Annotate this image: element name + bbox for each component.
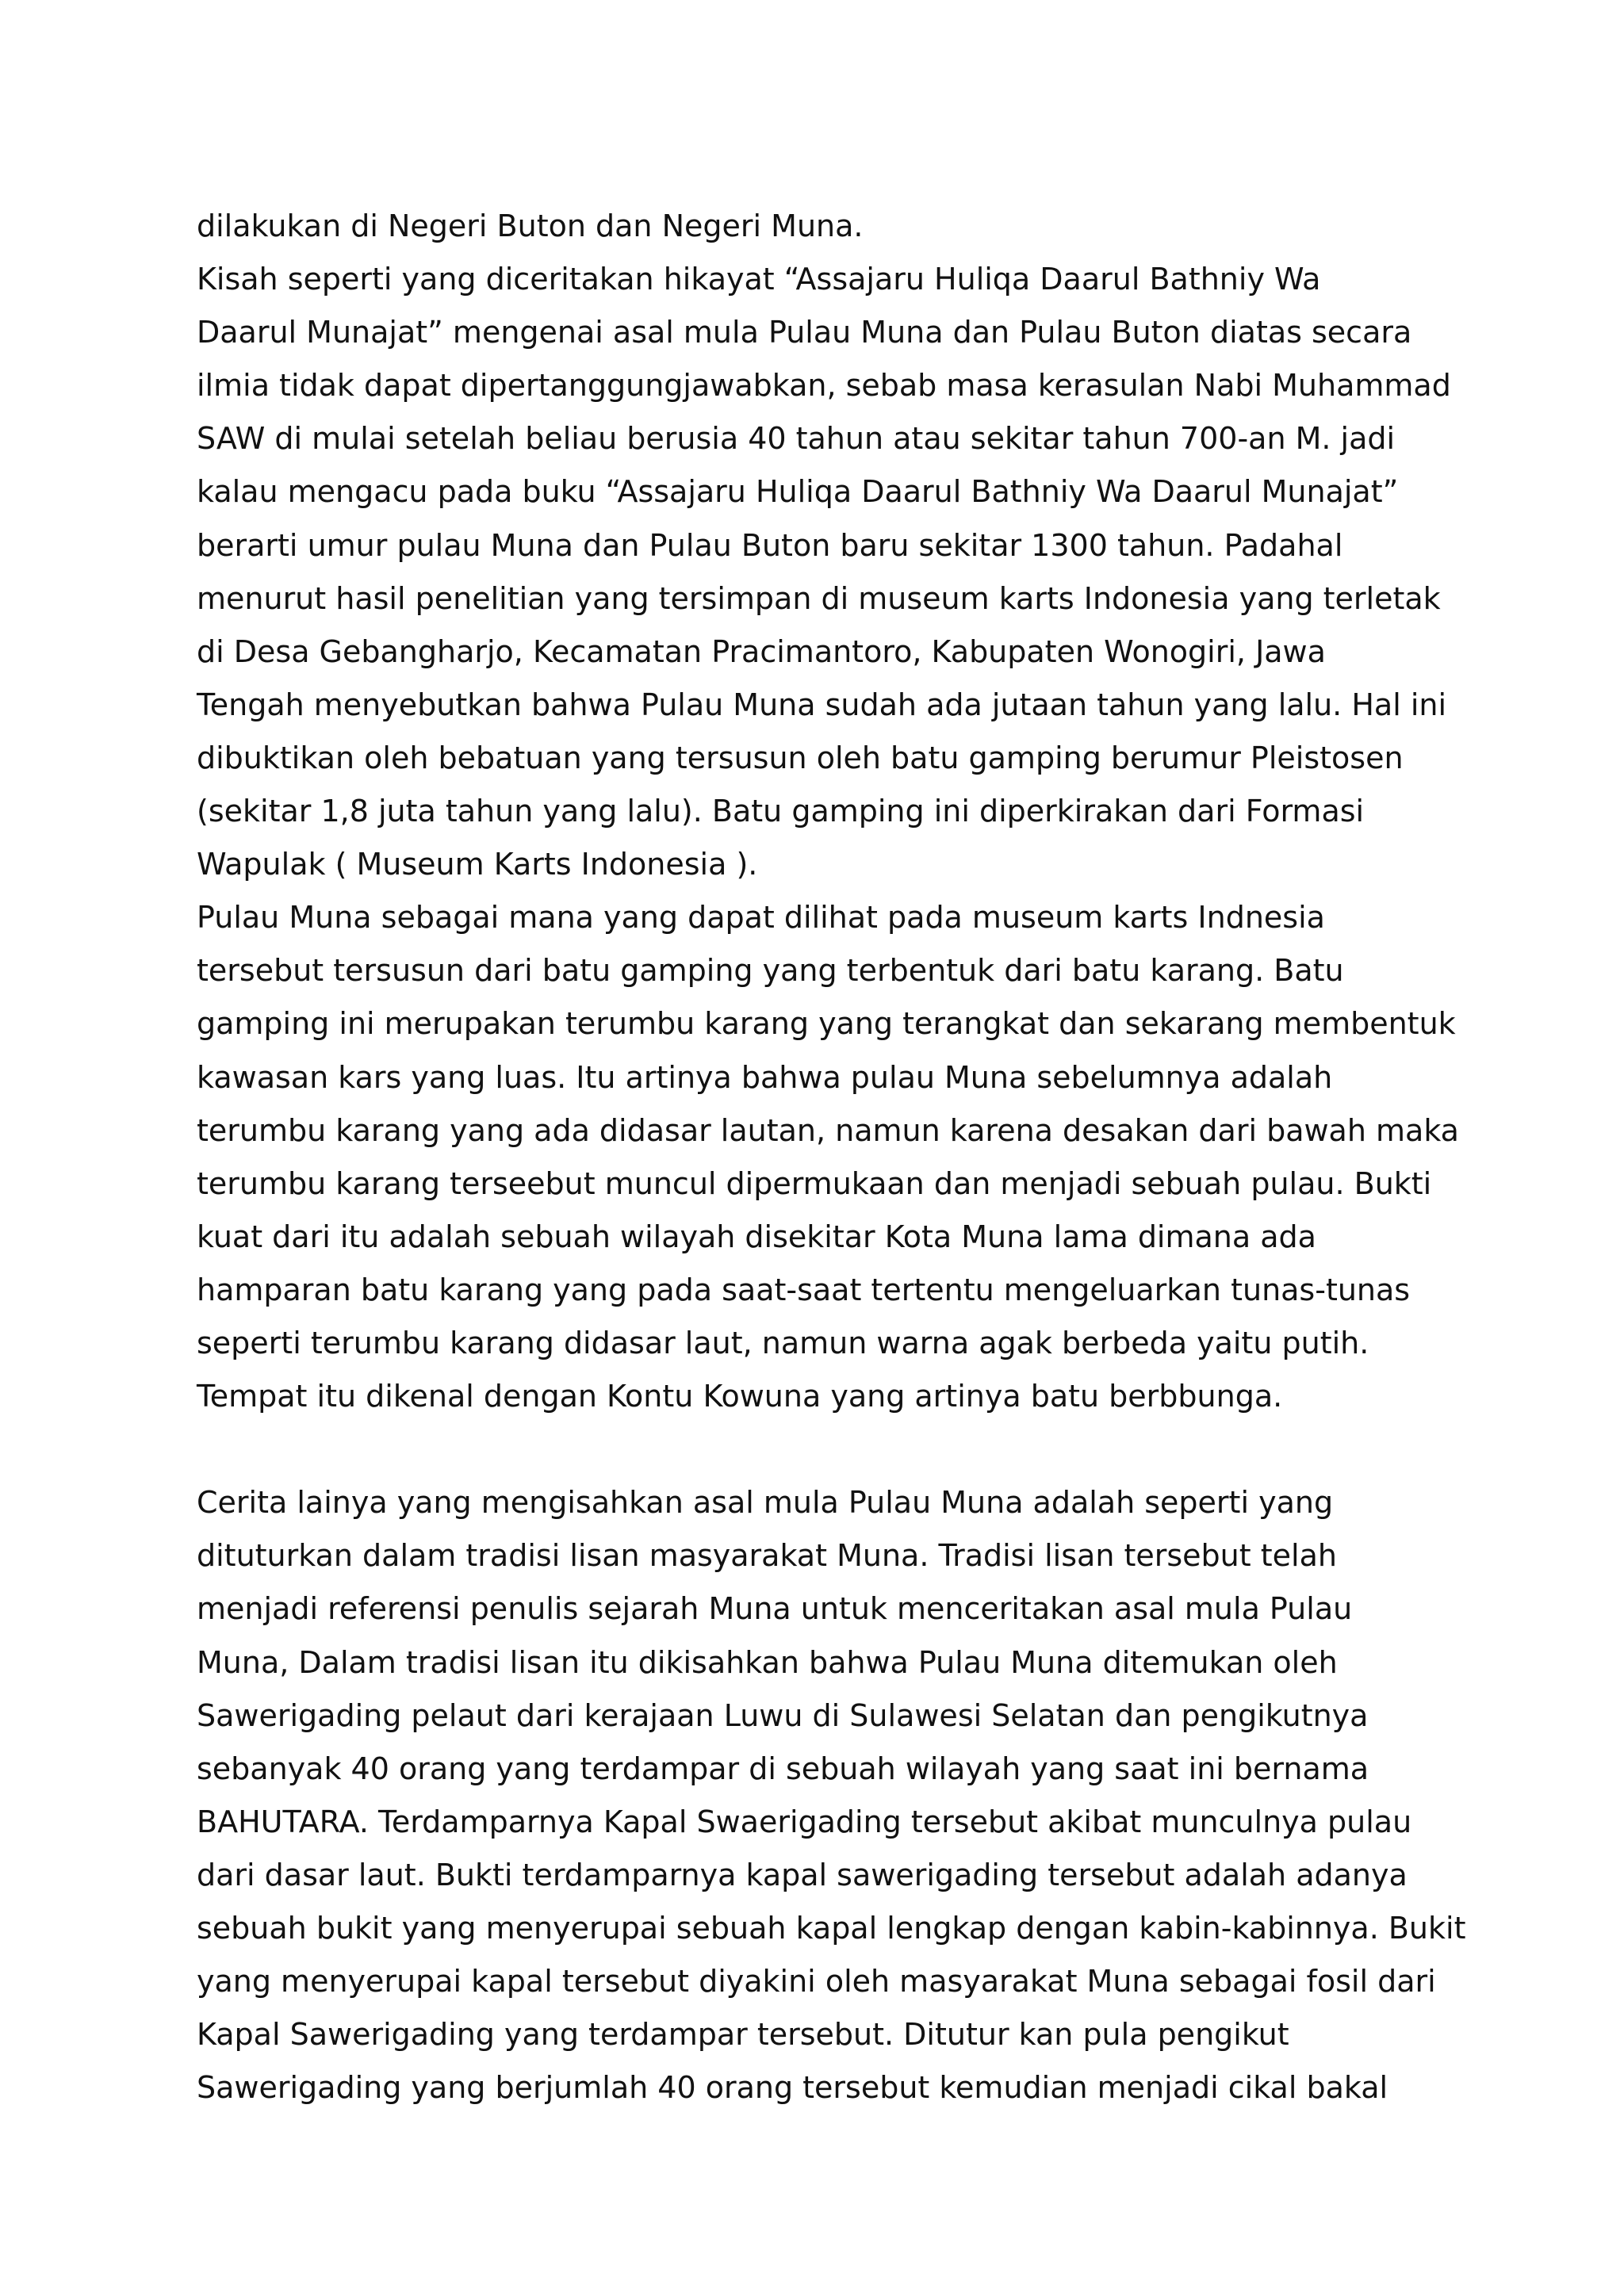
text-line: kalau mengacu pada buku “Assajaru Huliqa Daarul Bathniy Wa Daarul Munajat”	[197, 474, 1399, 510]
text-line: sebuah bukit yang menyerupai sebuah kapal lengkap dengan kabin-kabinnya. Bukit	[197, 1911, 1466, 1946]
text-line: seperti terumbu karang didasar laut, namun warna agak berbeda yaitu putih.	[197, 1325, 1369, 1360]
text-line: dituturkan dalam tradisi lisan masyarakat Muna. Tradisi lisan tersebut telah	[197, 1538, 1337, 1574]
text-line: kuat dari itu adalah sebuah wilayah disekitar Kota Muna lama dimana ada	[197, 1219, 1316, 1254]
text-line: SAW di mulai setelah beliau berusia 40 tahun atau sekitar tahun 700-an M. jadi	[197, 421, 1396, 457]
paragraph-gap	[197, 1423, 1450, 1476]
text-line: BAHUTARA. Terdamparnya Kapal Swaerigading tersebut akibat munculnya pulau	[197, 1804, 1412, 1839]
text-line: terumbu karang yang ada didasar lautan, namun karena desakan dari bawah maka	[197, 1112, 1459, 1148]
text-line: Daarul Munajat” mengenai asal mula Pulau Muna dan Pulau Buton diatas secara	[197, 315, 1412, 350]
text-line: Kapal Sawerigading yang terdampar tersebut. Ditutur kan pula pengikut	[197, 2017, 1289, 2053]
text-line: Cerita lainya yang mengisahkan asal mula Pulau Muna adalah seperti yang	[197, 1485, 1334, 1521]
text-line: Muna, Dalam tradisi lisan itu dikisahkan bahwa Pulau Muna ditemukan oleh	[197, 1644, 1338, 1680]
text-line: di Desa Gebangharjo, Kecamatan Pracimantoro, Kabupaten Wonogiri, Jawa	[197, 633, 1326, 669]
text-line: kawasan kars yang luas. Itu artinya bahwa pulau Muna sebelumnya adalah	[197, 1059, 1333, 1095]
text-line: yang menyerupai kapal tersebut diyakini oleh masyarakat Muna sebagai fosil dari	[197, 1964, 1436, 1999]
text-line: ilmia tidak dapat dipertanggungjawabkan, sebab masa kerasulan Nabi Muhammad	[197, 368, 1451, 404]
text-line: Kisah seperti yang diceritakan hikayat “Assajaru Huliqa Daarul Bathniy Wa	[197, 262, 1321, 297]
text-line: Tengah menyebutkan bahwa Pulau Muna sudah ada jutaan tahun yang lalu. Hal ini	[197, 687, 1447, 722]
text-line: dibuktikan oleh bebatuan yang tersusun oleh batu gamping berumur Pleistosen	[197, 740, 1404, 775]
text-line: menurut hasil penelitian yang tersimpan di museum karts Indonesia yang terletak	[197, 580, 1441, 616]
text-line: hamparan batu karang yang pada saat-saat tertentu mengeluarkan tunas-tunas	[197, 1272, 1411, 1307]
text-line: terumbu karang terseebut muncul dipermukaan dan menjadi sebuah pulau. Bukti	[197, 1165, 1432, 1201]
body-text	[197, 200, 1466, 2114]
text-line: dari dasar laut. Bukti terdamparnya kapal sawerigading tersebut adalah adanya	[197, 1857, 1408, 1892]
text-line: Wapulak ( Museum Karts Indonesia ).	[197, 847, 758, 882]
text-line: berarti umur pulau Muna dan Pulau Buton baru sekitar 1300 tahun. Padahal	[197, 527, 1343, 563]
text-line: tersebut tersusun dari batu gamping yang terbentuk dari batu karang. Batu	[197, 953, 1344, 989]
text-line: Sawerigading yang berjumlah 40 orang tersebut kemudian menjadi cikal bakal	[197, 2070, 1388, 2106]
text-line: (sekitar 1,8 juta tahun yang lalu). Batu gamping ini diperkirakan dari Formasi	[197, 794, 1365, 829]
text-line: menjadi referensi penulis sejarah Muna untuk menceritakan asal mula Pulau	[197, 1591, 1353, 1627]
text-line: Tempat itu dikenal dengan Kontu Kowuna yang artinya batu berbbunga.	[197, 1379, 1283, 1414]
text-line: dilakukan di Negeri Buton dan Negeri Muna.	[197, 209, 864, 243]
text-line: sebanyak 40 orang yang terdampar di sebuah wilayah yang saat ini bernama	[197, 1751, 1369, 1786]
text-line: Sawerigading pelaut dari kerajaan Luwu di Sulawesi Selatan dan pengikutnya	[197, 1697, 1369, 1733]
text-line: gamping ini merupakan terumbu karang yang terangkat dan sekarang membentuk	[197, 1006, 1456, 1042]
text-line: Pulau Muna sebagai mana yang dapat dilihat pada museum karts Indnesia	[197, 900, 1325, 936]
